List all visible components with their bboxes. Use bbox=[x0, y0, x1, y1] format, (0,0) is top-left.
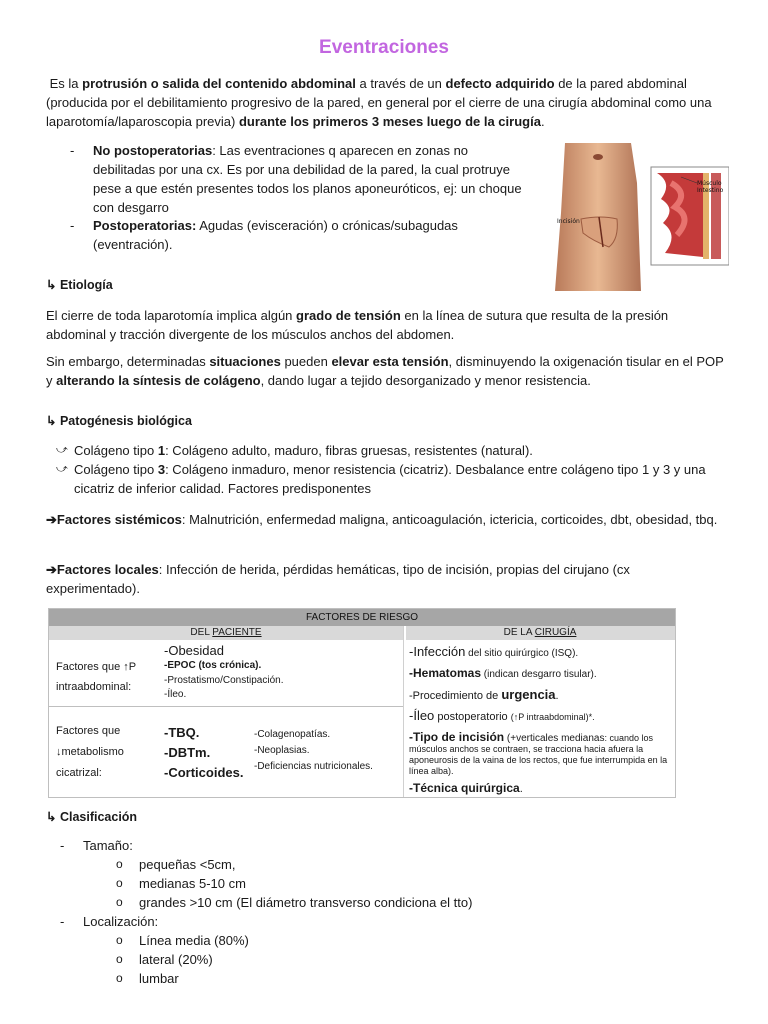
list-item: medianas 5-10 cm bbox=[139, 876, 246, 891]
circle-bullet: o bbox=[116, 971, 123, 985]
item-bold: 1 bbox=[157, 443, 166, 458]
paragraph-bold: grado de tensión bbox=[296, 308, 401, 323]
type-label: No postoperatorias bbox=[93, 143, 213, 158]
surgery-item-urgencia bbox=[409, 685, 671, 706]
factores-label: ➔Factores sistémicos bbox=[46, 512, 182, 527]
surgery-item-ileo bbox=[409, 706, 671, 727]
list-item: grandes >10 cm (El diámetro transverso condiciona el tto) bbox=[139, 895, 473, 910]
paragraph-text: pueden bbox=[280, 354, 332, 369]
surgery-big: -Íleo bbox=[409, 708, 435, 723]
table-item: -Prostatismo/Constipación. bbox=[164, 675, 284, 686]
type-item-postoperatorias bbox=[70, 216, 470, 254]
section-heading-patogenesis: ↳ Patogénesis biológica bbox=[46, 414, 192, 428]
surgery-item-tecnica bbox=[409, 779, 671, 798]
section-heading-etiologia: ↳ Etiología bbox=[46, 278, 113, 292]
section-heading-clasificacion: ↳ Clasificación bbox=[46, 810, 138, 824]
circle-bullet: o bbox=[116, 857, 123, 871]
intro-text: . bbox=[540, 114, 545, 129]
header-underlined: PACIENTE bbox=[212, 627, 262, 638]
intro-paragraph bbox=[46, 74, 726, 131]
paragraph-text: , dando lugar a tejido desorganizado y menor resistencia. bbox=[260, 373, 591, 388]
item-text: Colágeno tipo bbox=[74, 462, 158, 477]
header-text: DEL bbox=[190, 627, 213, 638]
risk-factors-table bbox=[48, 608, 676, 798]
surgery-big: -Infección bbox=[409, 644, 466, 659]
surgery-factors bbox=[409, 642, 671, 798]
paragraph-text: , disminuyendo la oxigenación tisular en el POP y bbox=[46, 354, 724, 388]
row-label-line: intraabdominal: bbox=[56, 681, 132, 693]
row-label-metabolismo bbox=[56, 721, 124, 784]
circle-bullet: o bbox=[116, 895, 123, 909]
paragraph-text: en la línea de sutura que resulta de la presión abdominal y tracción divergente de los músculos anchos del abdomen. bbox=[46, 308, 669, 342]
clasificacion-tamano bbox=[60, 836, 64, 855]
row-items-metabolismo-a bbox=[164, 723, 243, 783]
intro-bold: defecto adquirido bbox=[445, 76, 555, 91]
table-item: -Neoplasias. bbox=[254, 745, 310, 756]
row-label-line: Factores que bbox=[56, 725, 121, 737]
surgery-text: postoperatorio bbox=[434, 711, 511, 723]
surgery-item-hematomas bbox=[409, 663, 671, 685]
item-text: : Colágeno inmaduro, menor resistencia (cicatriz). Desbalance entre colágeno tipo 1 y 3 y una cicatriz de inferior calidad. Factores predisponentes bbox=[74, 462, 706, 496]
surgery-item-incision bbox=[409, 730, 671, 777]
intro-bold: protrusión o salida del contenido abdominal bbox=[82, 76, 356, 91]
row-label-line: ↓metabolismo bbox=[56, 746, 124, 758]
type-text: : Las eventraciones q aparecen en zonas no debilitadas por una cx. Es por una debilidad de la pared, la cual protruye pese a que estén presentes todos los planos aponeuróticos, ej: un choque con desgarro bbox=[93, 143, 522, 215]
table-divider bbox=[49, 706, 403, 707]
intro-bold: durante los primeros 3 meses luego de la cirugía bbox=[238, 114, 541, 129]
header-text: DE LA bbox=[503, 627, 535, 638]
intro-text: de la pared abdominal (producida por el debilitamiento progresivo de la pared, en general por el cierre de una cirugía abdominal como una laparotomía/laparoscopia previa) bbox=[46, 76, 712, 129]
type-text: Agudas (evisceración) o crónicas/subagudas (eventración). bbox=[93, 218, 458, 252]
surgery-text: (+verticales medianas bbox=[504, 733, 605, 744]
etiologia-paragraph-1 bbox=[46, 306, 726, 344]
paragraph-text: Sin embargo, determinadas bbox=[46, 354, 210, 369]
surgery-text: . bbox=[555, 690, 559, 702]
list-item: lumbar bbox=[139, 971, 179, 986]
row-label-line: cicatrizal: bbox=[56, 767, 102, 779]
table-item: -DBTm. bbox=[164, 745, 211, 760]
collagen-item-3 bbox=[56, 460, 716, 498]
musculo-label: Músculo bbox=[697, 180, 722, 187]
item-text: : Colágeno adulto, maduro, fibras gruesas, resistentes (natural). bbox=[165, 443, 533, 458]
factores-text: : Infección de herida, pérdidas hemáticas, tipo de incisión, propias del cirujano (cx experimentado). bbox=[46, 562, 630, 596]
list-item: pequeñas <5cm, bbox=[139, 857, 236, 872]
row-items-metabolismo-b bbox=[254, 727, 373, 775]
clasificacion-localizacion bbox=[60, 912, 64, 931]
row-items-presion bbox=[164, 642, 284, 702]
intestino-label: Intestino bbox=[697, 187, 724, 194]
table-item: -Obesidad bbox=[164, 643, 224, 658]
clasificacion-label: Localización: bbox=[83, 914, 159, 929]
table-item: -Íleo. bbox=[164, 689, 187, 700]
table-header-paciente bbox=[49, 626, 403, 640]
circle-bullet: o bbox=[116, 876, 123, 890]
table-divider bbox=[403, 626, 406, 797]
surgery-small: : cuando los músculos anchos se contraen, se tracciona hacia afuera la aponeurosis de la vaina de los rectos, que fue interrumpida en la línea alba). bbox=[409, 733, 668, 776]
type-label: Postoperatorias: bbox=[93, 218, 197, 233]
item-bold: 3 bbox=[157, 462, 166, 477]
eventracion-illustration bbox=[553, 143, 729, 291]
curved-arrow-icon: ⤻ bbox=[56, 444, 68, 456]
paragraph-bold: elevar esta tensión bbox=[331, 354, 449, 369]
etiologia-paragraph-2 bbox=[46, 352, 726, 390]
paragraph-bold: alterando la síntesis de colágeno bbox=[56, 373, 261, 388]
dash-bullet: - bbox=[70, 218, 75, 233]
row-label-presion bbox=[56, 657, 136, 697]
paragraph-bold: situaciones bbox=[209, 354, 281, 369]
clasificacion-label: Tamaño: bbox=[83, 838, 133, 853]
row-label-line: Factores que ↑P bbox=[56, 661, 137, 673]
list-item: lateral (20%) bbox=[139, 952, 213, 967]
curved-arrow-icon: ⤻ bbox=[56, 463, 68, 475]
dash-bullet: - bbox=[70, 143, 75, 158]
surgery-item-infeccion bbox=[409, 642, 671, 663]
table-item: -Deficiencias nutricionales. bbox=[254, 761, 373, 772]
intro-text: Es la bbox=[49, 76, 83, 91]
dash-bullet: - bbox=[60, 914, 65, 929]
table-title: FACTORES DE RIESGO bbox=[49, 609, 675, 626]
incision-label: Incisión bbox=[557, 218, 580, 225]
table-item: -EPOC (tos crónica). bbox=[164, 660, 262, 671]
intro-text: a través de un bbox=[355, 76, 446, 91]
factores-sistemicos bbox=[46, 510, 726, 529]
circle-bullet: o bbox=[116, 952, 123, 966]
surgery-text: -Procedimiento de bbox=[409, 690, 502, 702]
factores-text: : Malnutrición, enfermedad maligna, anticoagulación, ictericia, corticoides, dbt, obesidad, tbq. bbox=[181, 512, 718, 527]
list-item: Línea media (80%) bbox=[139, 933, 249, 948]
surgery-big: -Hematomas bbox=[409, 666, 482, 680]
collagen-item-1 bbox=[56, 441, 716, 460]
factores-locales bbox=[46, 560, 726, 598]
surgery-big: urgencia bbox=[501, 687, 556, 702]
header-underlined: CIRUGÍA bbox=[534, 627, 577, 638]
item-text: Colágeno tipo bbox=[74, 443, 158, 458]
abdomen-image bbox=[553, 143, 729, 291]
circle-bullet: o bbox=[116, 933, 123, 947]
dash-bullet: - bbox=[60, 838, 65, 853]
paragraph-text: El cierre de toda laparotomía implica algún bbox=[46, 308, 297, 323]
surgery-text: (indican desgarro tisular). bbox=[481, 669, 597, 680]
factores-label: ➔Factores locales bbox=[46, 562, 159, 577]
surgery-big: -Tipo de incisión bbox=[409, 730, 505, 744]
surgery-text: . bbox=[519, 783, 523, 795]
surgery-big: -Técnica quirúrgica bbox=[409, 781, 520, 795]
type-item-no-postoperatorias bbox=[70, 141, 532, 217]
table-header-cirugia bbox=[405, 626, 675, 640]
surgery-text: del sitio quirúrgico (ISQ). bbox=[465, 648, 579, 659]
table-item: -Colagenopatías. bbox=[254, 729, 331, 740]
page-title: Eventraciones bbox=[319, 37, 449, 58]
table-item: -TBQ. bbox=[164, 725, 200, 740]
surgery-small: (↑P intraabdominal)*. bbox=[510, 712, 595, 722]
table-item: -Corticoides. bbox=[164, 765, 244, 780]
